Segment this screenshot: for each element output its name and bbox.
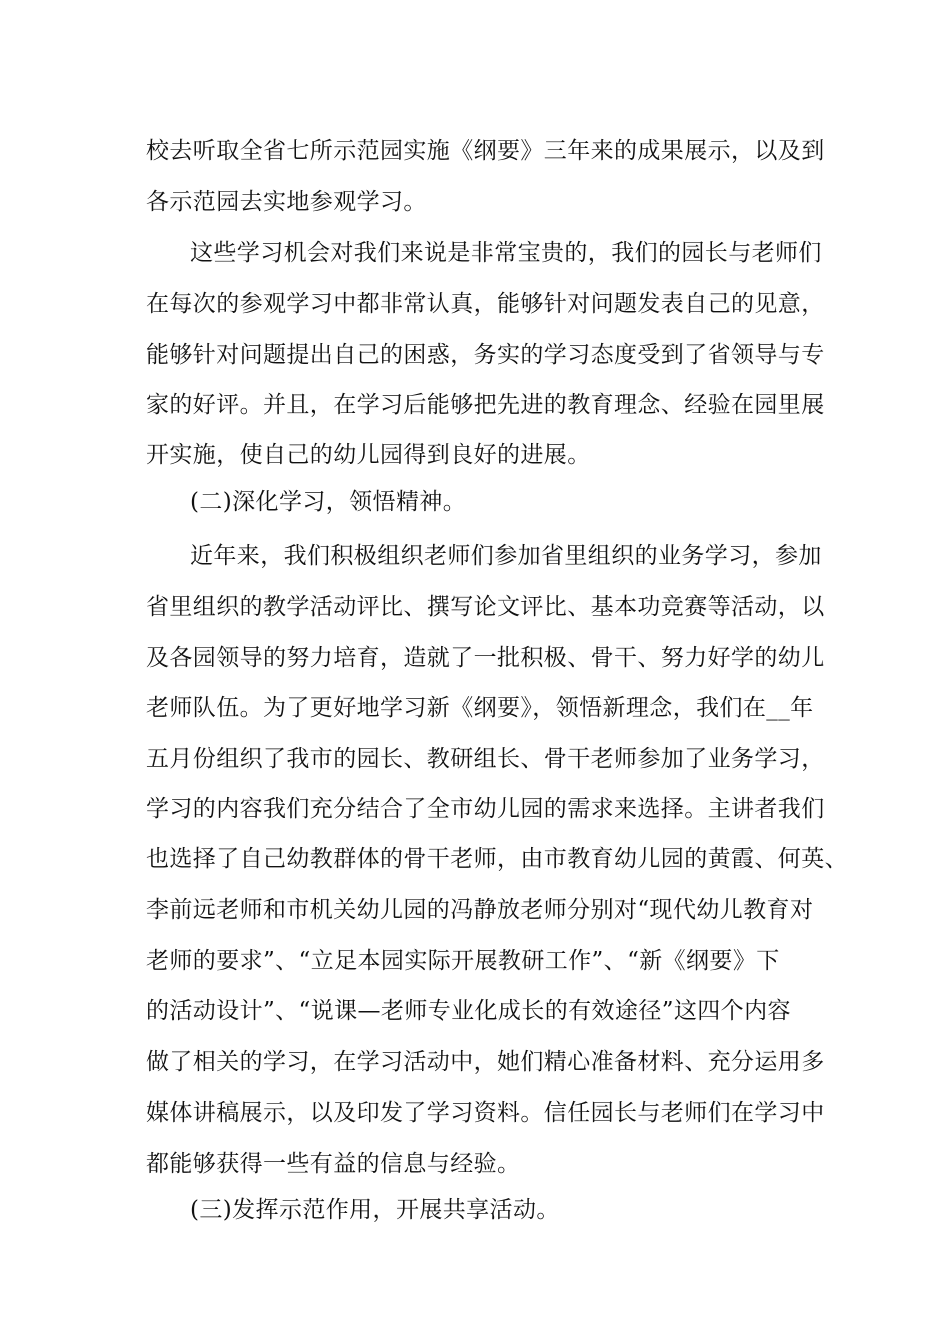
text-line: 也选择了自己幼教群体的骨干老师，由市教育幼儿园的黄霞、何英、 — [146, 846, 848, 872]
text-line: 老师的要求”、“立足本园实际开展教研工作”、“新《纲要》下 — [146, 948, 780, 974]
paragraph-first-line: 近年来，我们积极组织老师们参加省里组织的业务学习，参加 — [190, 543, 822, 569]
text-line: 李前远老师和市机关幼儿园的冯静放老师分别对“现代幼儿教育对 — [146, 897, 814, 923]
text-line: 都能够获得一些有益的信息与经验。 — [146, 1151, 521, 1177]
text-line: 开实施，使自己的幼儿园得到良好的进展。 — [146, 442, 591, 468]
text-line: 各示范园去实地参观学习。 — [146, 189, 427, 215]
text-line: 能够针对问题提出自己的困惑，务实的学习态度受到了省领导与专 — [146, 342, 825, 368]
text-line: 及各园领导的努力培育，造就了一批积极、骨干、努力好学的幼儿 — [146, 645, 825, 671]
text-line: 校去听取全省七所示范园实施《纲要》三年来的成果展示，以及到 — [146, 138, 825, 164]
text-line: 省里组织的教学活动评比、撰写论文评比、基本功竞赛等活动，以 — [146, 594, 825, 620]
section-heading: (三)发挥示范作用，开展共享活动。 — [190, 1197, 560, 1223]
text-line: 老师队伍。为了更好地学习新《纲要》，领悟新理念，我们在__年 — [146, 695, 814, 721]
paragraph-first-line: 这些学习机会对我们来说是非常宝贵的，我们的园长与老师们 — [190, 240, 822, 266]
section-heading: (二)深化学习，领悟精神。 — [190, 489, 467, 515]
text-line: 学习的内容我们充分结合了全市幼儿园的需求来选择。主讲者我们 — [146, 796, 825, 822]
text-line: 家的好评。并且，在学习后能够把先进的教育理念、经验在园里展 — [146, 392, 825, 418]
text-line: 的活动设计”、“说课—老师专业化成长的有效途径”这四个内容 — [146, 998, 791, 1024]
text-line: 五月份组织了我市的园长、教研组长、骨干老师参加了业务学习， — [146, 746, 825, 772]
text-line: 媒体讲稿展示，以及印发了学习资料。信任园长与老师们在学习中 — [146, 1100, 825, 1126]
text-line: 在每次的参观学习中都非常认真，能够针对问题发表自己的见意， — [146, 291, 825, 317]
text-line: 做了相关的学习，在学习活动中，她们精心准备材料、充分运用多 — [146, 1049, 825, 1075]
